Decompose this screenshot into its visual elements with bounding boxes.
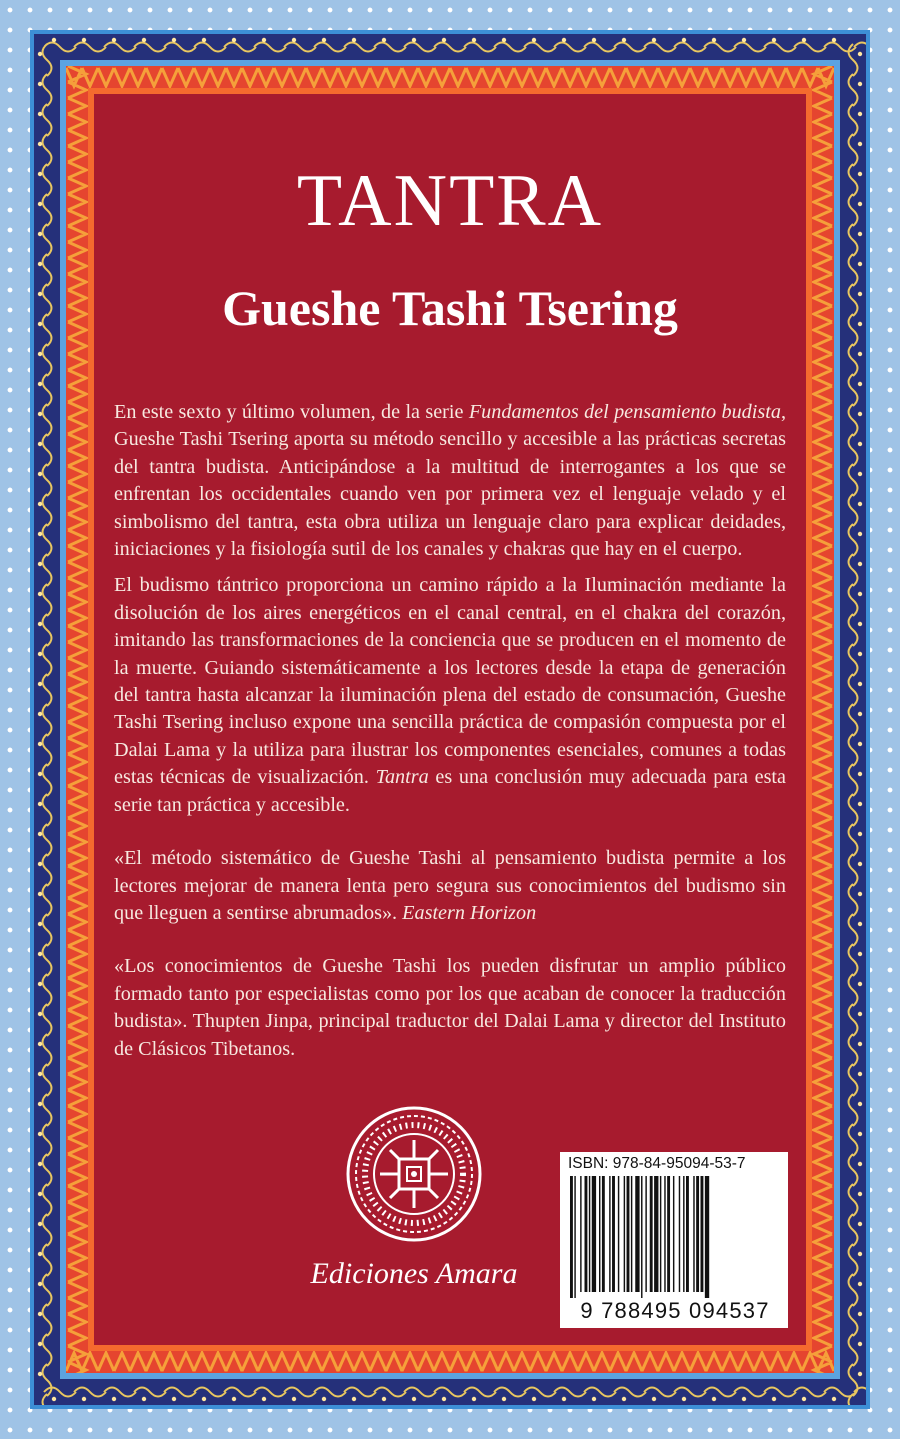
dharma-wheel-seal-icon xyxy=(344,1104,484,1244)
publisher-name: Ediciones Amara xyxy=(310,1257,518,1290)
review-quote-2: «Los conocimientos de Gueshe Tashi los pueden disfrutar un amplio público formado tanto por especialistas como por los que acaban de conocer la traducción budista». Thupten Jinpa, principal traductor del Dalai Lama y director del Instituto de Clásicos Tibetanos. xyxy=(114,955,786,1060)
barcode-digits: 9 788495 094537 xyxy=(580,1298,770,1323)
description-paragraph-1: En este sexto y último volumen, de la serie Fundamentos del pensamiento budista, Gueshe Tashi Tsering aporta su método sencillo y accesible a las prácticas secretas del tantra budista. Anticipándose a la multitud de interrogantes a los que se enfrentan los occidentales cuando ven por primera vez el lenguaje velado y el simbolismo del tantra, esta obra utiliza un lenguaje claro para explicar deidades, iniciaciones y la fisiología sutil de los canales y chakras que hay en el cuerpo. xyxy=(114,401,786,561)
quote-source: Eastern Horizon xyxy=(402,901,537,924)
book-title: TANTRA xyxy=(296,160,604,242)
isbn-label: ISBN: 978-84-95094-53-7 xyxy=(568,1155,746,1172)
review-quote-1: «El método sistemático de Gueshe Tashi al pensamiento budista permite a los lectores mejorar de manera lenta pero segura sus conocimientos del budismo sin que lleguen a sentirse abrumados». Eastern Horizon xyxy=(114,847,786,924)
barcode-bars xyxy=(568,1176,780,1298)
barcode xyxy=(560,1152,788,1328)
series-title: Fundamentos del pensamiento budista xyxy=(468,401,781,423)
description-paragraph-2: El budismo tántrico proporciona un camino rápido a la Iluminación mediante la disolución de los aires energéticos en el canal central, en el chakra del corazón, imitando las transformaciones de la conciencia que se producen en el momento de la muerte. Guiando sistemáticamente a los lectores desde la etapa de generación del tantra hasta alcanzar la iluminación plena del estado de consumación, Gueshe Tashi Tsering incluso expone una sencilla práctica de compasión compuesta por el Dalai Lama y la utiliza para ilustrar los componentes esenciales, comunes a todas estas técnicas de visualización. Tantra es una conclusión muy adecuada para esta serie tan práctica y accesible. xyxy=(114,574,787,816)
blurb xyxy=(114,399,786,1072)
book-author: Gueshe Tashi Tsering xyxy=(222,280,678,336)
book-title-inline: Tantra xyxy=(375,766,429,789)
central-panel xyxy=(94,94,806,1345)
